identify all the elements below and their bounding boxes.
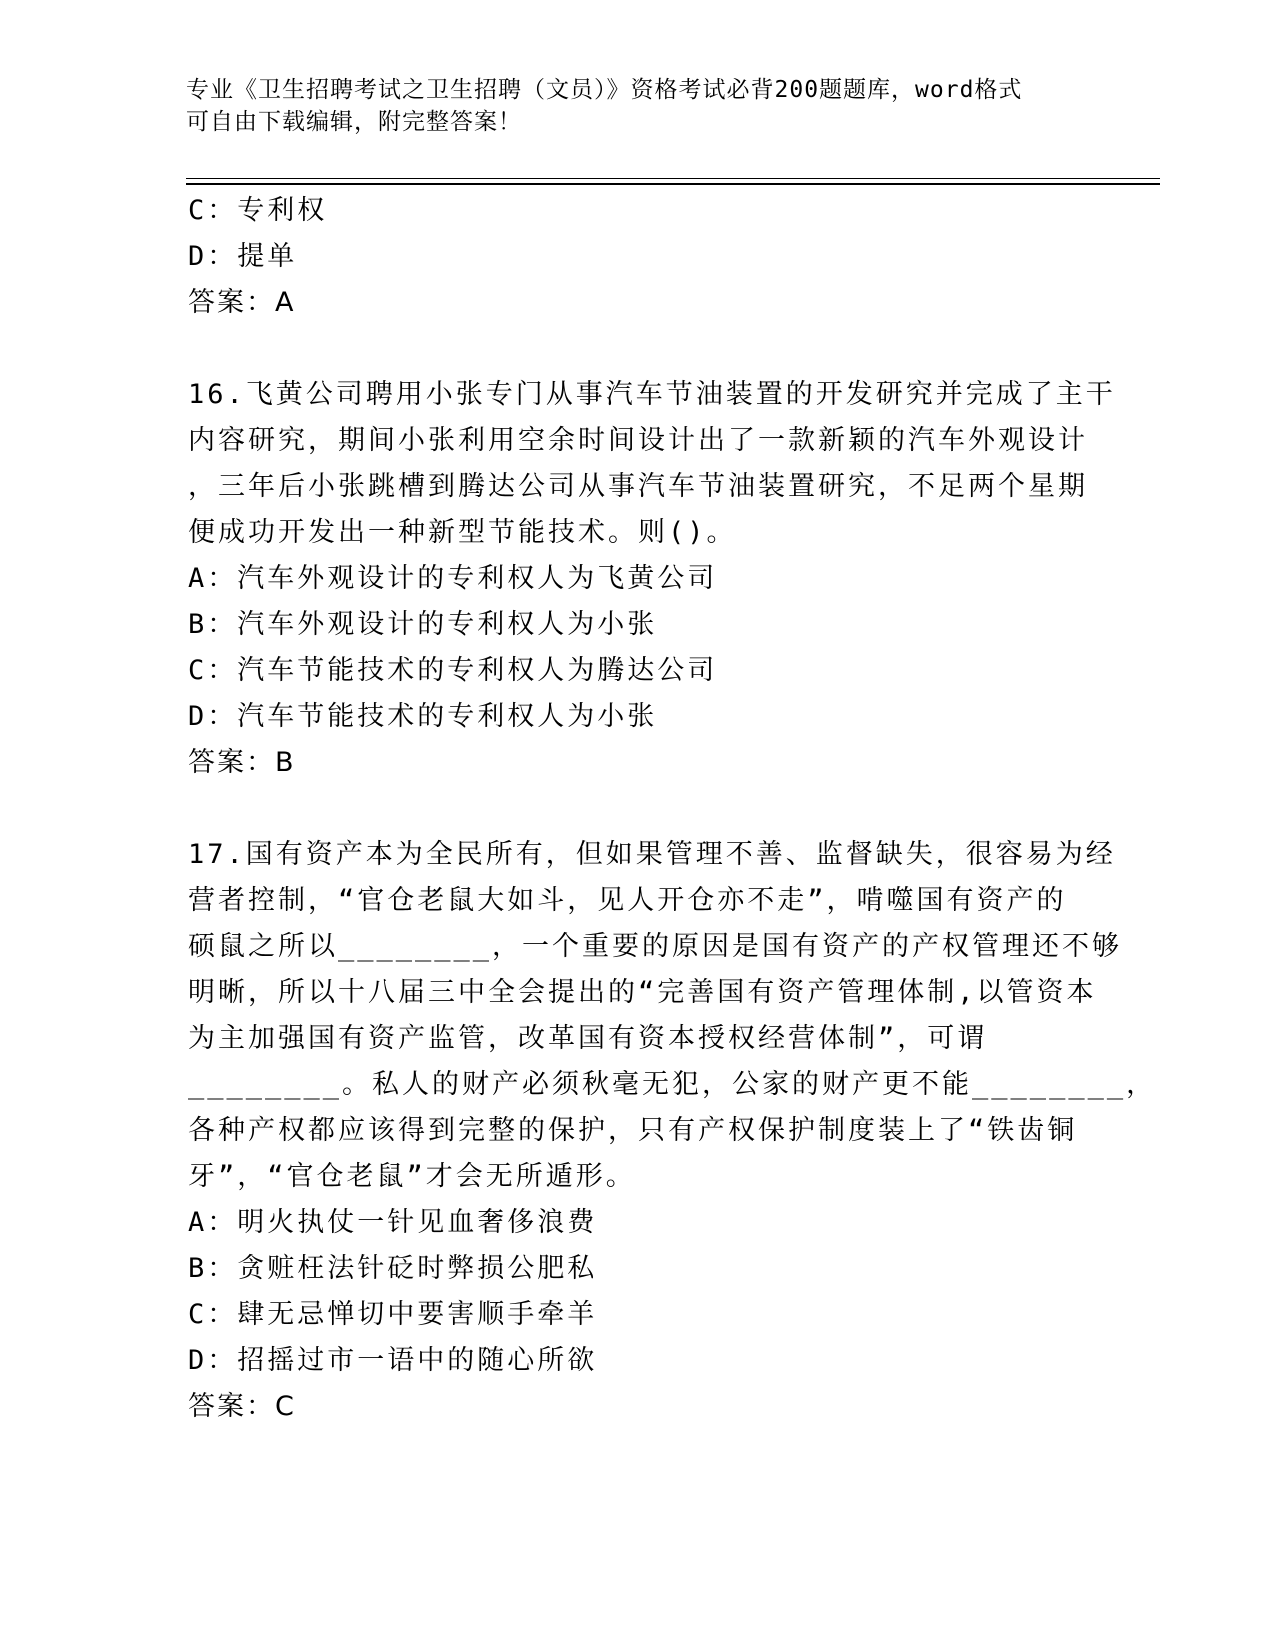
- question-text-line: 17.国有资产本为全民所有，但如果管理不善、监督缺失，很容易为经: [188, 839, 1116, 870]
- header-divider-thick: [186, 183, 1160, 185]
- question-text-line: 明晰，所以十八届三中全会提出的“完善国有资产管理体制,以管资本: [188, 977, 1097, 1008]
- answer-line: 答案：B: [188, 747, 296, 778]
- option-a: A：明火执仗一针见血奢侈浪费: [188, 1207, 598, 1238]
- header-title-line-2: 可自由下载编辑，附完整答案！: [186, 109, 522, 135]
- question-text-line: 16.飞黄公司聘用小张专门从事汽车节油装置的开发研究并完成了主干: [188, 379, 1116, 410]
- question-text-line: 营者控制，“官仓老鼠大如斗，见人开仓亦不走”，啃噬国有资产的: [188, 885, 1067, 916]
- spacer: [188, 326, 1088, 372]
- question-text-line: 硕鼠之所以________，一个重要的原因是国有资产的产权管理还不够: [188, 931, 1123, 962]
- option-d: D：招摇过市一语中的随心所欲: [188, 1345, 598, 1376]
- question-text-line: 为主加强国有资产监管，改革国有资本授权经营体制”，可谓: [188, 1023, 988, 1054]
- option-b: B：汽车外观设计的专利权人为小张: [188, 609, 658, 640]
- header-divider-thin: [186, 178, 1160, 179]
- option-c: C：汽车节能技术的专利权人为腾达公司: [188, 655, 718, 686]
- answer-line: 答案：C: [188, 1391, 296, 1422]
- question-text-line: ________。私人的财产必须秋毫无犯，公家的财产更不能________，: [188, 1069, 1157, 1100]
- question-17: [188, 832, 1157, 1430]
- question-text-line: 各种产权都应该得到完整的保护，只有产权保护制度装上了“铁齿铜: [188, 1115, 1078, 1146]
- question-text-line: 内容研究，期间小张利用空余时间设计出了一款新颖的汽车外观设计: [188, 425, 1088, 456]
- option-c: C：肆无忌惮切中要害顺手牵羊: [188, 1299, 598, 1330]
- question-text-line: 便成功开发出一种新型节能技术。则()。: [188, 517, 737, 548]
- option-b: B：贪赃枉法针砭时弊损公肥私: [188, 1253, 598, 1284]
- question-content: [188, 188, 1157, 1430]
- question-text-line: 牙”，“官仓老鼠”才会无所遁形。: [188, 1161, 636, 1192]
- answer-line: 答案：A: [188, 287, 296, 318]
- header-title-line-1: 专业《卫生招聘考试之卫生招聘（文员）》资格考试必背200题题库，word格式: [186, 77, 1023, 103]
- question-text-line: ，三年后小张跳槽到腾达公司从事汽车节油装置研究，不足两个星期: [188, 471, 1088, 502]
- document-header: [186, 74, 1086, 138]
- option-a: A：汽车外观设计的专利权人为飞黄公司: [188, 563, 718, 594]
- option-d: D：汽车节能技术的专利权人为小张: [188, 701, 658, 732]
- question-16: [188, 372, 1116, 786]
- spacer: [188, 786, 1088, 832]
- option-d: D：提单: [188, 241, 298, 272]
- option-c: C：专利权: [188, 195, 328, 226]
